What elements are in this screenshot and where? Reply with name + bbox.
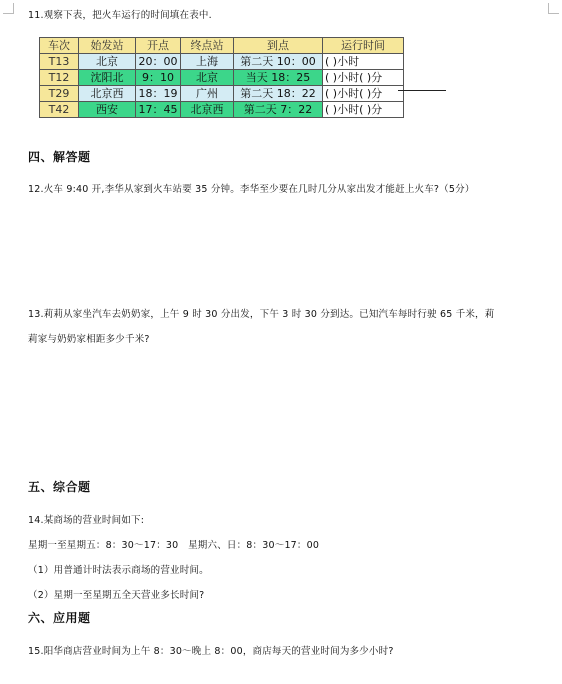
section-6-title: 六、应用题: [28, 611, 91, 625]
question-14-hours: 星期一至星期五：8：30～17：30 星期六、日：8：30～17：00: [28, 540, 320, 551]
table-row: [40, 86, 404, 102]
depart-cell: 9：10: [136, 70, 181, 86]
duration-blank-cell[interactable]: ( )小时( )分: [323, 102, 404, 118]
arrive-cell: 当天 18：25: [234, 70, 323, 86]
table-row: [40, 70, 404, 86]
page-corner-mark-left: [3, 3, 14, 14]
arrive-cell: 第二天 10：00: [234, 54, 323, 70]
question-14-part-1: （1）用普通计时法表示商场的营业时间。: [28, 565, 209, 576]
depart-cell: 17：45: [136, 102, 181, 118]
origin-cell: 北京: [79, 54, 136, 70]
question-13-line-2: 莉家与奶奶家相距多少千米?: [28, 334, 150, 345]
section-4-title: 四、解答题: [28, 150, 91, 164]
question-12-text: 12.火车 9:40 开,李华从家到火车站要 35 分钟。李华至少要在几时几分从家出发才能赶上火车?（5分）: [28, 184, 475, 195]
section-5-title: 五、综合题: [28, 480, 91, 494]
header-cell: 到点: [234, 38, 323, 54]
header-cell: 终点站: [181, 38, 234, 54]
origin-cell: 西安: [79, 102, 136, 118]
arrive-cell: 第二天 7：22: [234, 102, 323, 118]
table-row: [40, 54, 404, 70]
destination-cell: 北京西: [181, 102, 234, 118]
duration-blank-cell[interactable]: ( )小时( )分: [323, 86, 404, 102]
answer-blank-line: [398, 90, 446, 91]
page-corner-mark-right: [548, 3, 559, 14]
table-row: [40, 102, 404, 118]
header-cell: 始发站: [79, 38, 136, 54]
header-cell: 开点: [136, 38, 181, 54]
origin-cell: 北京西: [79, 86, 136, 102]
train-number-cell: T29: [40, 86, 79, 102]
question-11-text: 11.观察下表，把火车运行的时间填在表中.: [28, 10, 212, 21]
destination-cell: 北京: [181, 70, 234, 86]
depart-cell: 20：00: [136, 54, 181, 70]
duration-blank-cell[interactable]: ( )小时( )分: [323, 70, 404, 86]
destination-cell: 广州: [181, 86, 234, 102]
arrive-cell: 第二天 18：22: [234, 86, 323, 102]
header-cell: 运行时间: [323, 38, 404, 54]
question-14-part-2: （2）星期一至星期五全天营业多长时间?: [28, 590, 205, 601]
train-number-cell: T13: [40, 54, 79, 70]
origin-cell: 沈阳北: [79, 70, 136, 86]
train-number-cell: T42: [40, 102, 79, 118]
question-14-intro: 14.某商场的营业时间如下:: [28, 515, 145, 526]
question-15-text: 15.阳华商店营业时间为上午 8：30～晚上 8：00，商店每天的营业时间为多少小时?: [28, 646, 394, 657]
depart-cell: 18：19: [136, 86, 181, 102]
train-timetable: [39, 37, 404, 118]
train-number-cell: T12: [40, 70, 79, 86]
question-13-line-1: 13.莉莉从家坐汽车去奶奶家，上午 9 时 30 分出发，下午 3 时 30 分到达。已知汽车每时行驶 65 千米，莉: [28, 309, 495, 320]
duration-blank-cell[interactable]: ( )小时: [323, 54, 404, 70]
header-cell: 车次: [40, 38, 79, 54]
timetable-header-row: [40, 38, 404, 54]
destination-cell: 上海: [181, 54, 234, 70]
